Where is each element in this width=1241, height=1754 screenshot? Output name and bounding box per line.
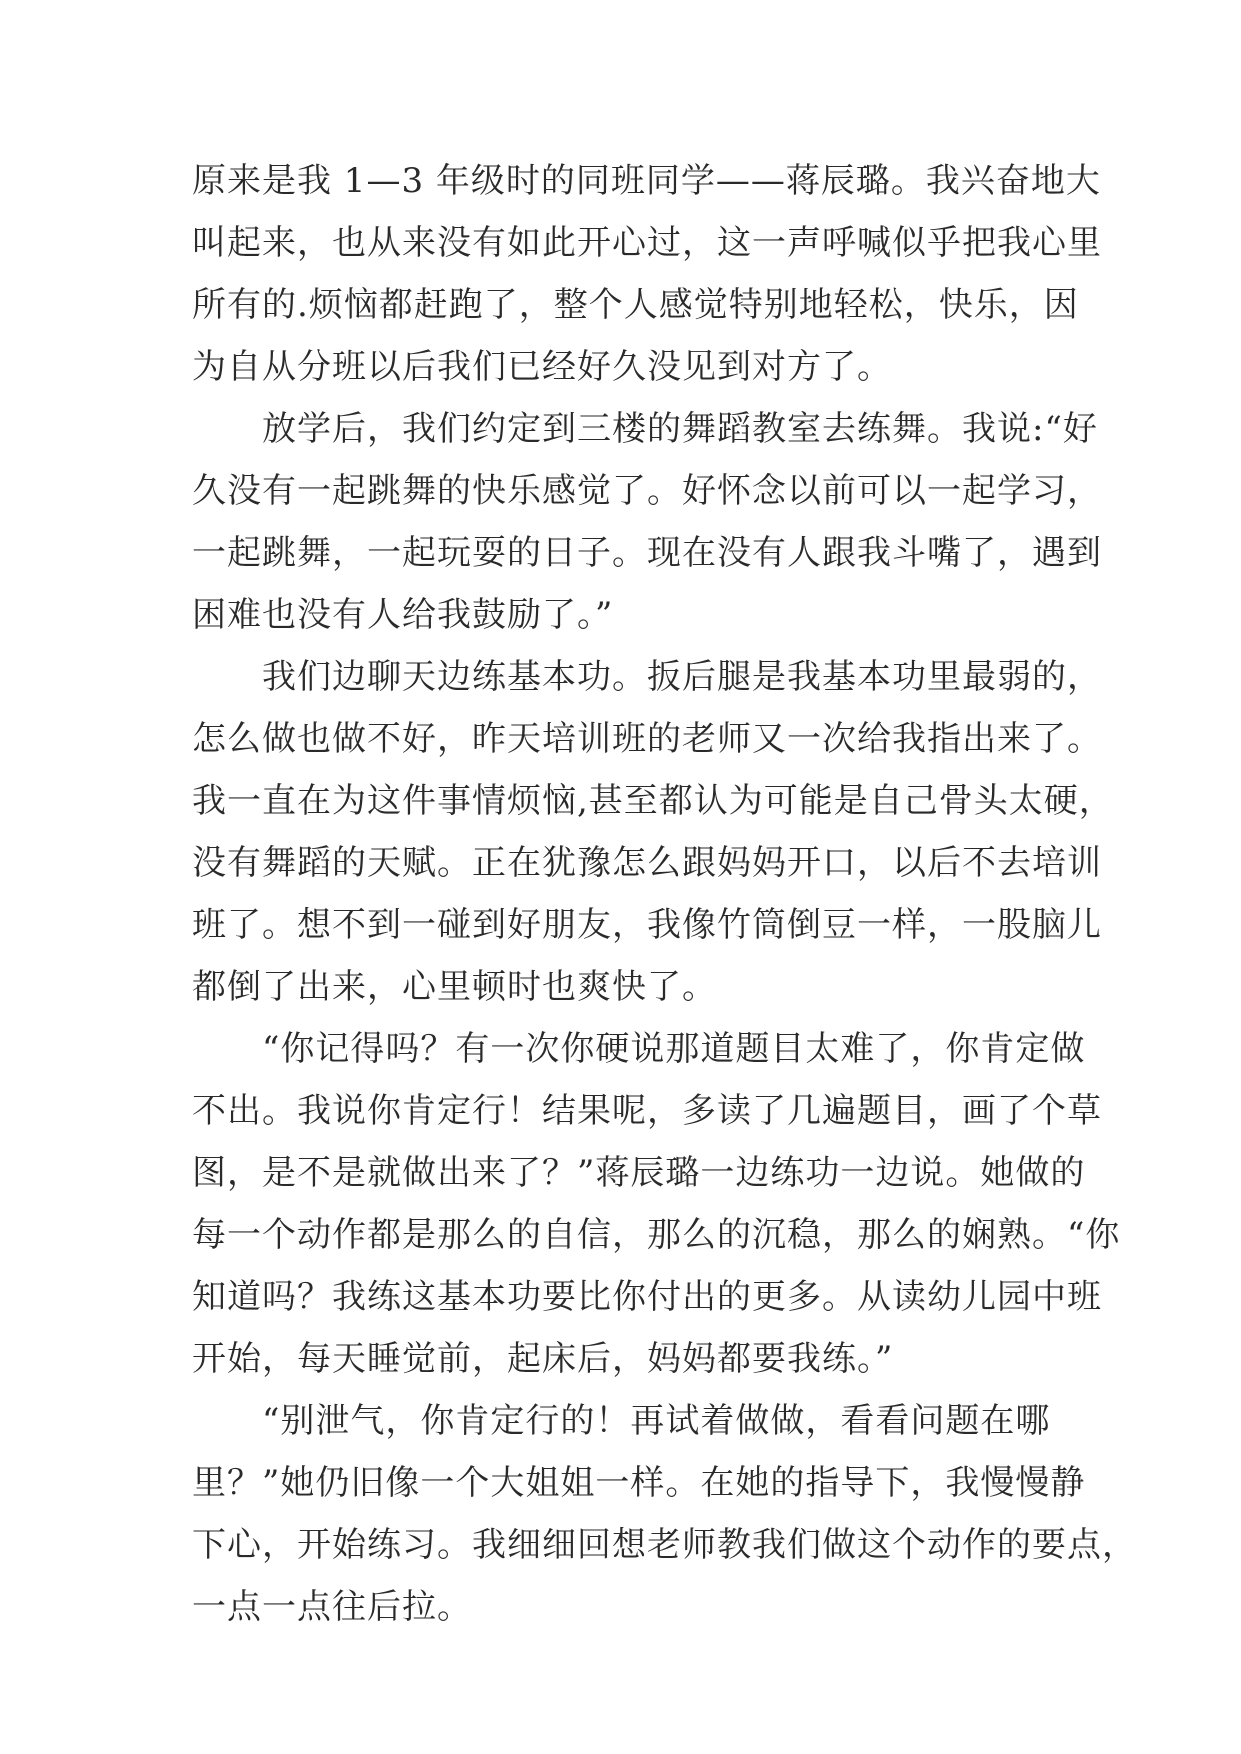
- text-line: 一点一点往后拉。: [192, 1587, 472, 1627]
- paragraph-first-line: “你记得吗？有一次你硬说那道题目太难了，你肯定做: [262, 1029, 1086, 1069]
- text-line: 班了。想不到一碰到好朋友，我像竹筒倒豆一样，一股脑儿: [192, 905, 1102, 945]
- text-line: 知道吗？我练这基本功要比你付出的更多。从读幼儿园中班: [192, 1277, 1102, 1317]
- text-line: 不出。我说你肯定行！结果呢，多读了几遍题目，画了个草: [192, 1091, 1102, 1131]
- text-line: 里？”她仍旧像一个大姐姐一样。在她的指导下，我慢慢静: [192, 1463, 1086, 1503]
- text-line: 一起跳舞，一起玩耍的日子。现在没有人跟我斗嘴了，遇到: [192, 533, 1102, 573]
- text-line: 久没有一起跳舞的快乐感觉了。好怀念以前可以一起学习，: [192, 471, 1102, 511]
- text-line: 叫起来，也从来没有如此开心过，这一声呼喊似乎把我心里: [192, 223, 1102, 263]
- text-line: 开始，每天睡觉前，起床后，妈妈都要我练。”: [192, 1339, 894, 1379]
- text-line: 都倒了出来，心里顿时也爽快了。: [192, 967, 717, 1007]
- paragraph-first-line: “别泄气，你肯定行的！再试着做做，看看问题在哪: [262, 1401, 1051, 1441]
- text-line: 每一个动作都是那么的自信，那么的沉稳，那么的娴熟。“你: [192, 1215, 1121, 1255]
- text-line: 没有舞蹈的天赋。正在犹豫怎么跟妈妈开口，以后不去培训: [192, 843, 1102, 883]
- text-line: 下心，开始练习。我细细回想老师教我们做这个动作的要点，: [192, 1525, 1137, 1565]
- text-line: 为自从分班以后我们已经好久没见到对方了。: [192, 347, 892, 387]
- paragraph-first-line: 我们边聊天边练基本功。扳后腿是我基本功里最弱的，: [262, 657, 1102, 697]
- text-line: 困难也没有人给我鼓励了。”: [192, 595, 614, 635]
- text-line: 我一直在为这件事情烦恼,甚至都认为可能是自己骨头太硬，: [192, 781, 1114, 821]
- text-line: 怎么做也做不好，昨天培训班的老师又一次给我指出来了。: [192, 719, 1102, 759]
- text-line: 图，是不是就做出来了？”蒋辰璐一边练功一边说。她做的: [192, 1153, 1086, 1193]
- body-text: [192, 150, 1137, 1638]
- paragraph-first-line: 放学后，我们约定到三楼的舞蹈教室去练舞。我说:“好: [262, 409, 1098, 449]
- text-line: 所有的.烦恼都赶跑了，整个人感觉特别地轻松，快乐，因: [192, 285, 1079, 325]
- text-line: 原来是我 1—3 年级时的同班同学——蒋辰璐。我兴奋地大: [192, 161, 1101, 201]
